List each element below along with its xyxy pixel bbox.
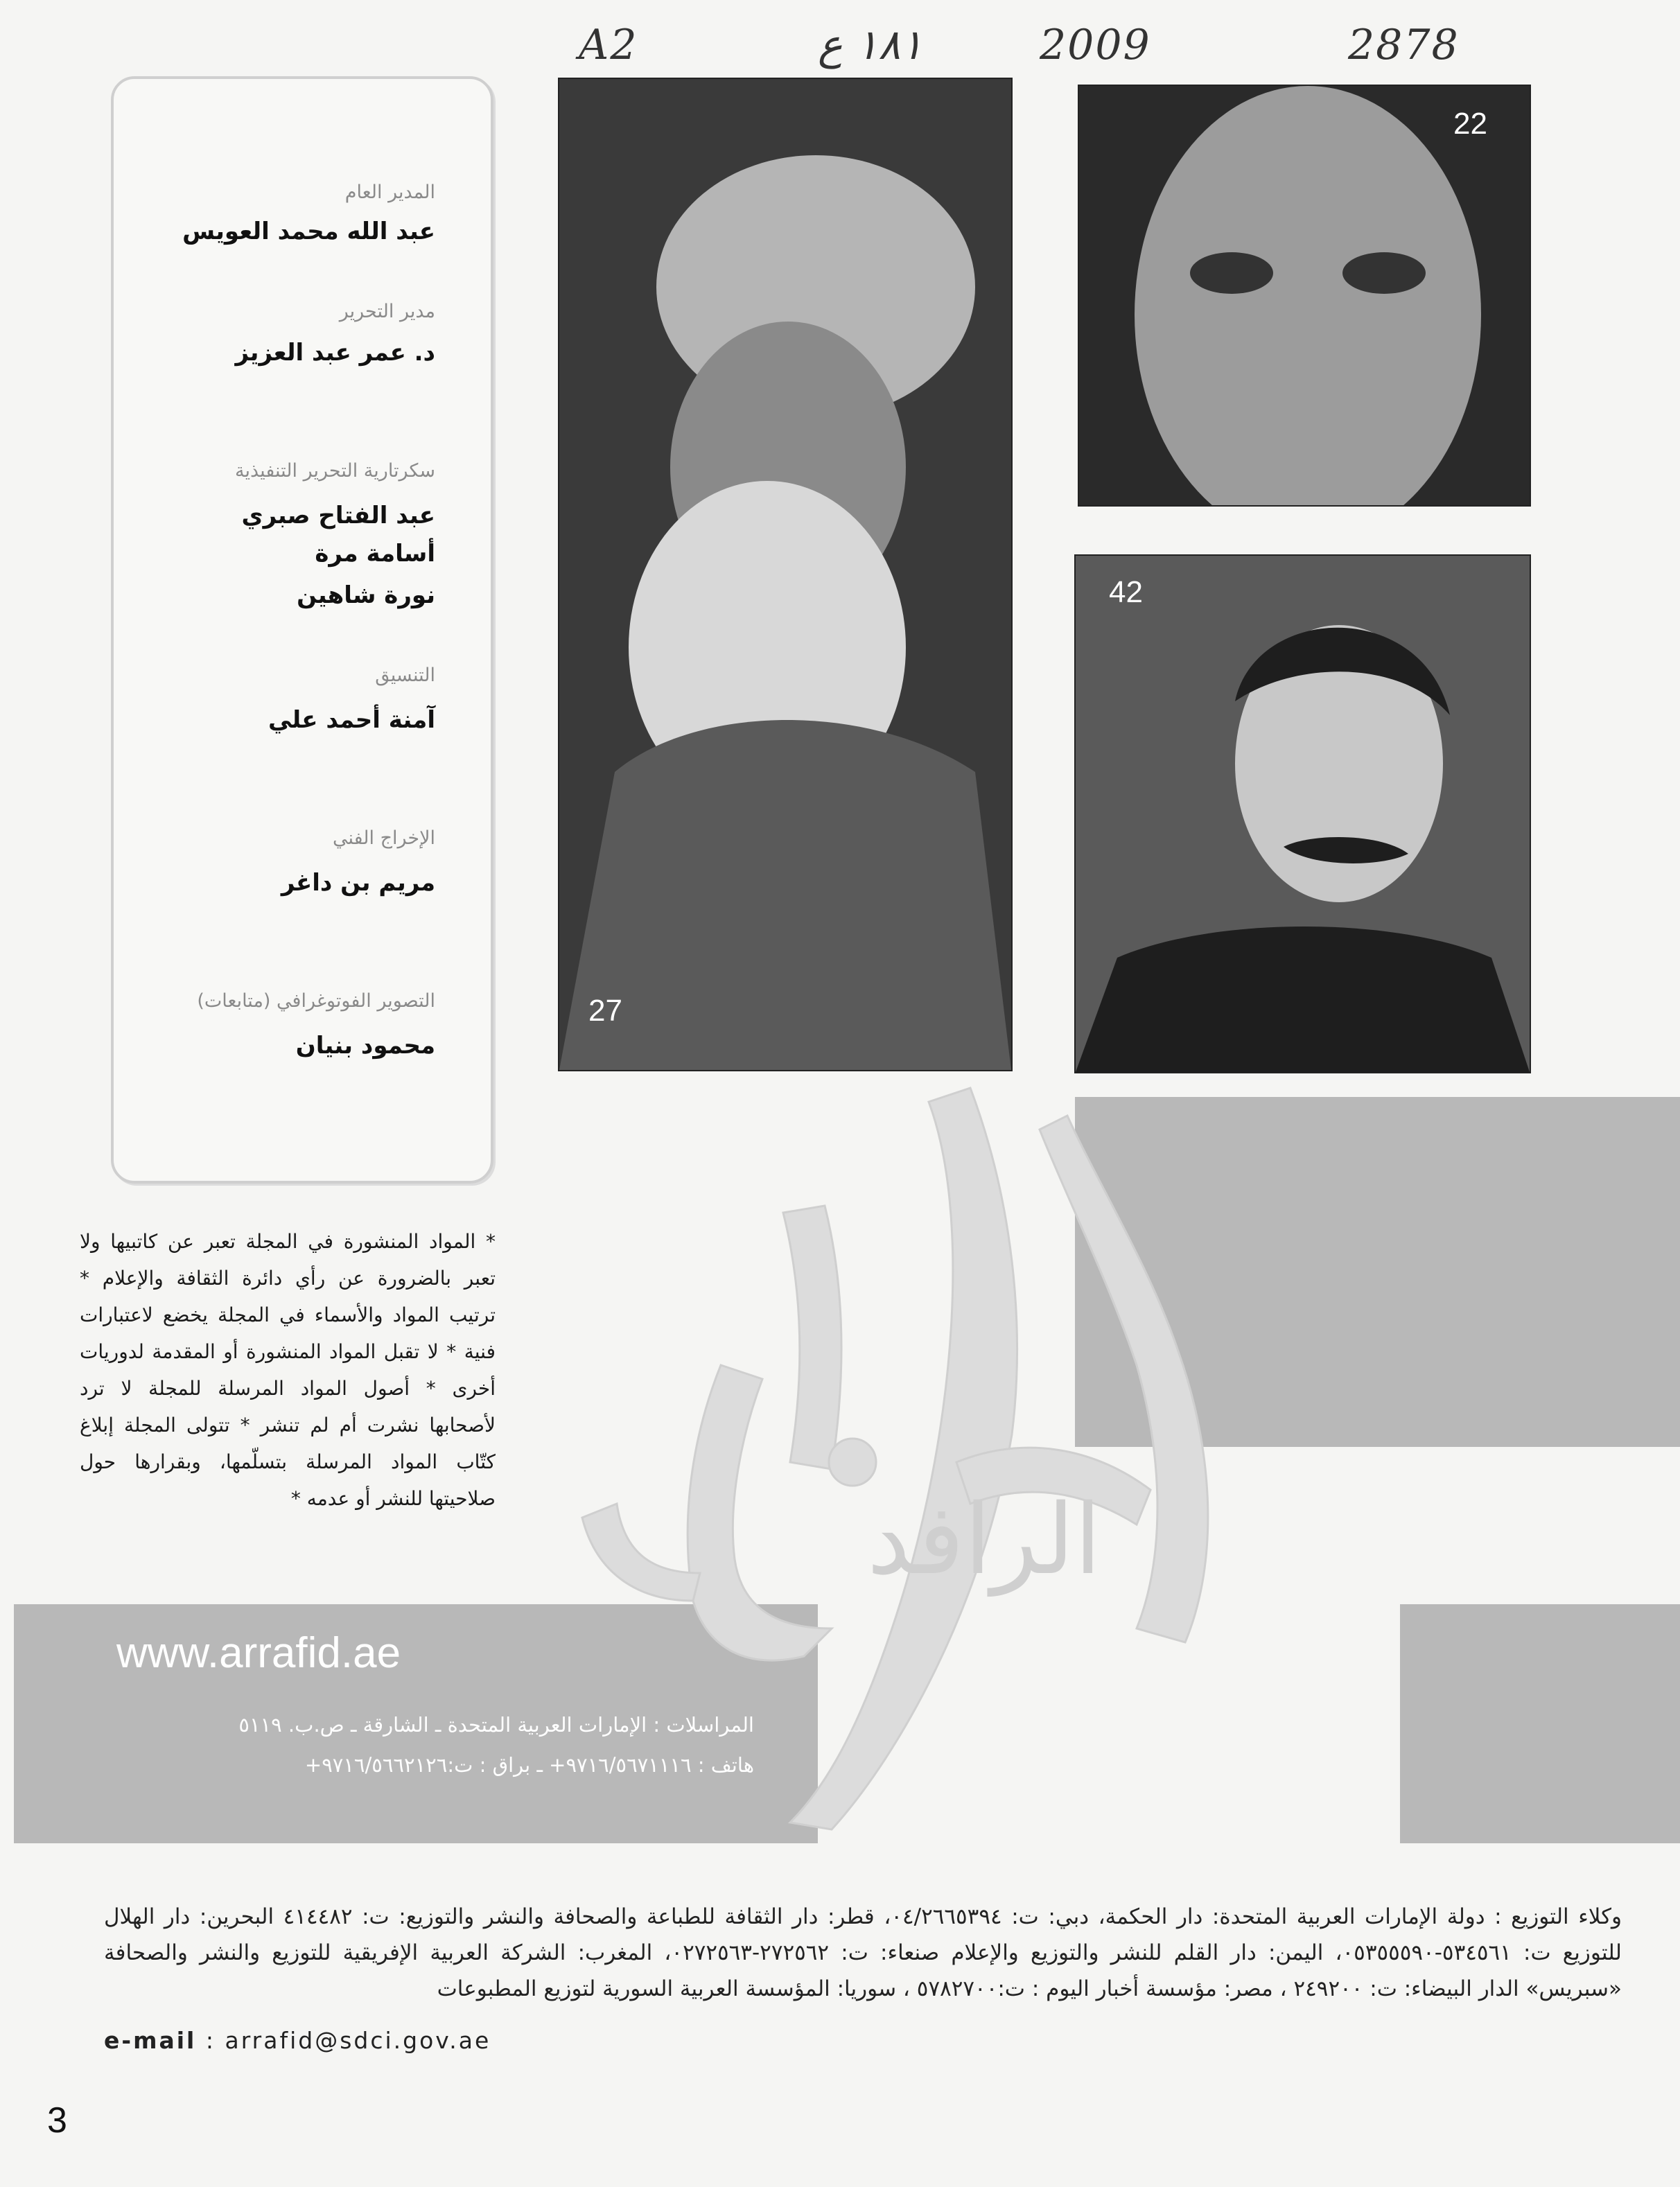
distribution-agents: وكلاء التوزيع : دولة الإمارات العربية المتحدة: دار الحكمة، دبي: ت: ٠٤/٢٦٦٥٣٩٤، قطر: دار الثقافة للطباعة والصحافة والنشر والتوزيع: ت: ٤١٤٤٨٢ البحرين: دار الهلال للتوزيع ت: ٥٣٤٥٦١-٠٥٣٥٥٥٩٠، اليمن: دار القلم للنشر والتوزيع والإعلام صنعاء: ت: ٢٧٢٥٦٢-٠٢٧٢٥٦٣، المغرب: الشركة العربية الإفريقية للتوزيع والنشر والصحافة «سبريس» الدار البيضاء: ت: ٢٤٩٢٠٠ ، مصر: مؤسسة أخبار اليوم : ت:٥٧٨٢٧٠٠ ، سوريا: المؤسسة العربية السورية لتوزيع المطبوعات bbox=[104, 1904, 1622, 2001]
contact-phone: هاتف : ٩٧١٦/٥٦٧١١١٦+ ـ براق : ت:٩٧١٦/٥٦٦٢١٢٦+ bbox=[304, 1753, 754, 1777]
role-label: مدير التحرير bbox=[339, 301, 435, 322]
staff-name: عبد الفتاح صبري bbox=[241, 502, 435, 529]
page-ref-number: 22 bbox=[1453, 107, 1487, 141]
logo-text: الرافد bbox=[866, 1484, 1102, 1597]
portrait-photo-42 bbox=[1074, 554, 1531, 1073]
handwritten-note: A2 bbox=[579, 21, 638, 69]
role-label: التنسيق bbox=[375, 665, 435, 686]
email-label: e-mail bbox=[104, 2027, 197, 2054]
handwritten-note: 2878 bbox=[1348, 21, 1460, 69]
staff-name: د. عمر عبد العزيز bbox=[235, 339, 435, 367]
contact-address: المراسلات : الإمارات العربية المتحدة ـ الشارقة ـ ص.ب. ٥١١٩ bbox=[238, 1713, 754, 1737]
handwritten-note: 2009 bbox=[1040, 21, 1151, 69]
page-number: 3 bbox=[47, 2100, 67, 2141]
staff-box bbox=[111, 76, 493, 1184]
staff-name: محمود بنيان bbox=[295, 1032, 435, 1060]
page-ref-number: 27 bbox=[588, 994, 622, 1028]
role-label: التصوير الفوتوغرافي (متابعات) bbox=[197, 990, 435, 1012]
portrait-photo-turban bbox=[558, 78, 1013, 1071]
disclaimer-notes: * المواد المنشورة في المجلة تعبر عن كاتبيها ولا تعبر بالضرورة عن رأي دائرة الثقافة والإعلام * ترتيب المواد والأسماء في المجلة يخضع لاعتبارات فنية * لا تقبل المواد المنشورة أو المقدمة لدوريات أخرى * أصول المواد المرسلة للمجلة لا ترد لأصحابها نشرت أم لم تنشر * تتولى المجلة إبلاغ كتّاب المواد المرسلة بتسلّمها، وبقرارها حول صلاحيتها للنشر أو عدمه * bbox=[80, 1230, 496, 1510]
page-ref-number: 42 bbox=[1109, 575, 1143, 609]
role-label: الإخراج الفني bbox=[332, 827, 435, 849]
staff-name: أسامة مرة bbox=[315, 540, 435, 568]
website-url[interactable]: www.arrafid.ae bbox=[116, 1629, 401, 1677]
staff-name: آمنة أحمد علي bbox=[268, 706, 435, 734]
email-line[interactable] bbox=[104, 2027, 491, 2054]
staff-name: نورة شاهين bbox=[297, 581, 435, 609]
staff-name: مريم بن داغر bbox=[281, 869, 435, 897]
email-address[interactable]: : arrafid@sdci.gov.ae bbox=[205, 2027, 491, 2054]
role-label: المدير العام bbox=[344, 182, 435, 203]
staff-name: عبد الله محمد العويس bbox=[182, 218, 435, 245]
role-label: سكرتارية التحرير التنفيذية bbox=[235, 460, 435, 482]
handwritten-note: ١٨١ ع bbox=[818, 21, 923, 69]
gray-band-right bbox=[1400, 1604, 1680, 1843]
portrait-photo-22 bbox=[1078, 85, 1531, 507]
